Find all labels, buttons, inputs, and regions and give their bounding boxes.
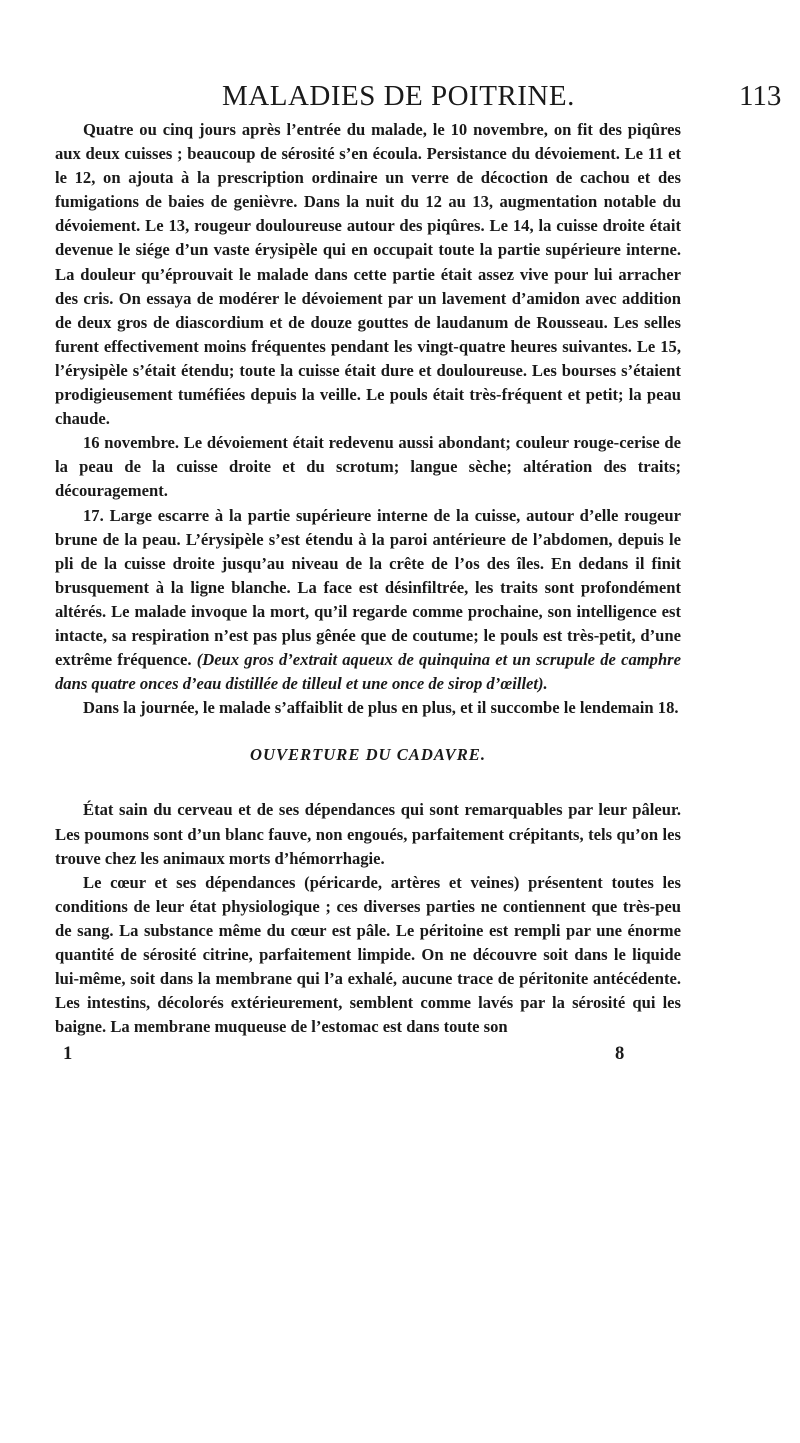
body-text bbox=[55, 118, 681, 1039]
paragraph-case-history: Quatre ou cinq jours après l’entrée du malade, le 10 novembre, on fit des piqûres aux deux cuisses ; beaucoup de sérosité s’en écoula. Persistance du dévoiement. Le 11 et le 12, on ajouta à la prescription ordinaire un verre de décoction de cachou et des fumigations de baies de genièvre. Dans la nuit du 12 au 13, augmentation notable du dévoiement. Le 13, rougeur douloureuse autour des piqûres. Le 14, la cuisse droite était devenue le siége d’un vaste érysipèle qui en occupait toute la partie supérieure interne. La douleur qu’éprouvait le malade dans cette partie était assez vive pour lui arracher des cris. On essaya de modérer le dévoiement par un lavement d’amidon avec addition de deux gros de diascordium et de douze gouttes de laudanum de Rousseau. Les selles furent effectivement moins fréquentes pendant les vingt-quatre heures suivantes. Le 15, l’érysipèle s’était étendu; toute la cuisse était dure et douloureuse. Les bourses s’étaient prodigieusement tuméfiées depuis la veille. Le pouls était très-fréquent et petit; la peau chaude. bbox=[55, 120, 681, 429]
signature-right: 8 bbox=[615, 1043, 625, 1064]
running-title: MALADIES DE POITRINE. bbox=[222, 80, 575, 112]
paragraph-autopsy-1: État sain du cerveau et de ses dépendances qui sont remarquables par leur pâleur. Les poumons sont d’un blanc fauve, non engoués, parfaitement crépitants, tels qu’on les trouve chez les animaux morts d’hémorrhagie. bbox=[55, 800, 681, 868]
signature-line bbox=[0, 1043, 800, 1073]
paragraph-17 bbox=[55, 504, 681, 697]
page-number: 113 bbox=[739, 80, 782, 112]
prescription-text: (Deux gros d’extrait aqueux de quinquina et un scrupule de camphre dans quatre onces d’eau distillée de tilleul et une once de sirop d’œillet). bbox=[55, 650, 682, 694]
paragraph-18: Dans la journée, le malade s’affaiblit de plus en plus, et il succombe le lendemain 18. bbox=[83, 698, 679, 718]
paragraph-16-novembre: 16 novembre. Le dévoiement était redevenu aussi abondant; couleur rouge-cerise de la peau de la cuisse droite et du scrotum; langue sèche; altération des traits; découragement. bbox=[55, 433, 681, 501]
paragraph-autopsy-2: Le cœur et ses dépendances (péricarde, artères et veines) présentent toutes les conditions de leur état physiologique ; ces diverses parties ne contiennent que très-peu de sang. La substance même du cœur est pâle. Le péritoine est rempli par une énorme quantité de sérosité citrine, parfaitement limpide. On ne découvre soit dans le liquide lui-même, soit dans la membrane qui l’a exhalé, aucune trace de péritonite antécédente. Les intestins, décolorés extérieurement, semblent comme lavés par la sérosité qui les baigne. La membrane muqueuse de l’estomac est dans toute son bbox=[55, 872, 681, 1037]
section-title: OUVERTURE DU CADAVRE. bbox=[250, 745, 486, 765]
paragraph-17-text: 17. Large escarre à la partie supérieure interne de la cuisse, autour d’elle rougeur brune de la peau. L’érysipèle s’est étendu à la paroi antérieure de l’abdomen, depuis le pli de la cuisse droite jusqu’au niveau de la crête de l’os des îles. En dedans il finit brusquement à la ligne blanche. La face est désinfiltrée, les traits sont profondément altérés. Le malade invoque la mort, qu’il regarde comme prochaine, son intelligence est intacte, sa respiration n’est pas plus gênée que de coutume; le pouls est très-petit, d’une extrême fréquence. bbox=[55, 505, 681, 670]
running-head bbox=[0, 80, 800, 120]
signature-left: 1 bbox=[63, 1043, 73, 1064]
